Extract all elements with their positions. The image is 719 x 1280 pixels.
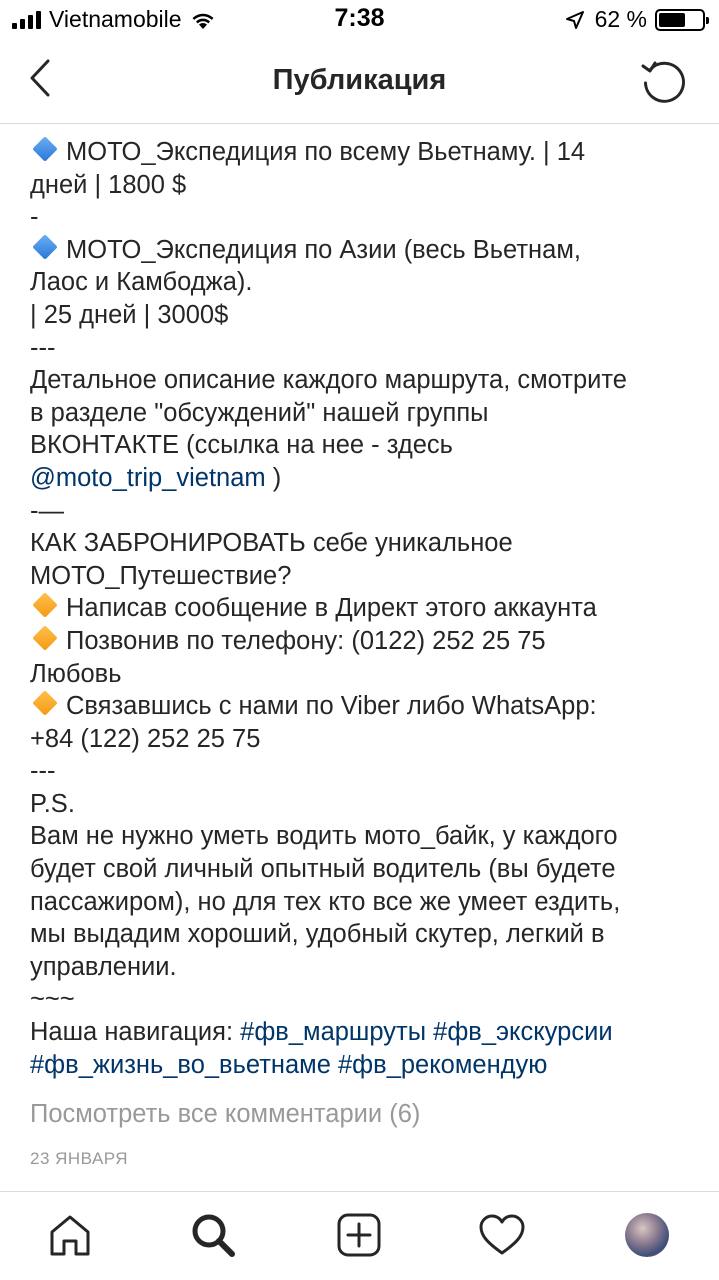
orange-diamond-icon	[32, 690, 57, 715]
caption-line: @moto_trip_vietnam )	[30, 463, 282, 492]
caption-line: ВКОНТАКТЕ (ссылка на нее - здесь	[30, 431, 453, 460]
status-right	[565, 6, 705, 33]
search-icon	[189, 1211, 237, 1259]
caption-line: мы выдадим хороший, удобный скутер, легкий в	[30, 920, 605, 949]
tab-search[interactable]	[188, 1210, 238, 1260]
blue-diamond-icon	[32, 234, 57, 259]
caption-line: ---	[30, 333, 56, 362]
post-caption	[30, 136, 705, 1081]
orange-diamond-icon	[32, 625, 57, 650]
tab-profile[interactable]	[622, 1210, 672, 1260]
tab-activity[interactable]	[477, 1210, 527, 1260]
view-all-comments-link[interactable]: Посмотреть все комментарии (6)	[30, 1100, 421, 1128]
post-date: 23 ЯНВАРЯ	[30, 1149, 129, 1168]
battery-icon	[655, 9, 705, 31]
caption-line: МОТО_Экспедиция по всему Вьетнаму. | 14	[30, 136, 705, 169]
caption-line: -	[30, 203, 39, 232]
caption-line: Написав сообщение в Директ этого аккаунта	[30, 592, 705, 625]
new-post-icon	[336, 1212, 382, 1258]
home-icon	[47, 1212, 93, 1258]
mention-link[interactable]: @moto_trip_vietnam	[30, 463, 266, 492]
battery-level	[659, 13, 685, 27]
blue-diamond-icon	[32, 136, 57, 161]
page-title: Публикация	[272, 64, 447, 96]
caption-line: Наша навигация: #фв_маршруты #фв_экскурсии	[30, 1018, 613, 1047]
caption-line: Позвонив по телефону: (0122) 252 25 75	[30, 625, 705, 658]
bottom-tab-bar	[0, 1191, 719, 1280]
activity-heart-icon	[478, 1213, 526, 1257]
caption-line: МОТО_Путешествие?	[30, 561, 292, 590]
caption-line: -—	[30, 496, 64, 525]
caption-line: Любовь	[30, 659, 122, 688]
refresh-button[interactable]	[637, 54, 691, 108]
orange-diamond-icon	[32, 593, 57, 618]
caption-line: МОТО_Экспедиция по Азии (весь Вьетнам,	[30, 234, 705, 267]
hashtag-link[interactable]: #фв_экскурсии	[433, 1018, 613, 1047]
battery-percent: 62 %	[594, 6, 647, 32]
hashtag-link[interactable]: #фв_жизнь_во_вьетнаме	[30, 1050, 331, 1079]
caption-line: пассажиром), но для тех кто все же умеет ездить,	[30, 887, 621, 916]
caption-line	[30, 1049, 705, 1082]
caption-line: дней | 1800 $	[30, 170, 187, 199]
caption-line: будет свой личный опытный водитель (вы будете	[30, 855, 616, 884]
tab-new-post[interactable]	[334, 1210, 384, 1260]
caption-line: Лаос и Камбоджа).	[30, 268, 253, 297]
caption-line: ---	[30, 757, 56, 786]
caption-line: КАК ЗАБРОНИРОВАТЬ себе уникальное	[30, 529, 513, 558]
navigation-header	[0, 40, 719, 124]
caption-line: Детальное описание каждого маршрута, смотрите	[30, 366, 627, 395]
caption-line: P.S.	[30, 789, 75, 818]
carrier-name: Vietnamobile	[49, 6, 182, 32]
location-arrow-icon	[565, 10, 585, 30]
caption-line: | 25 дней | 3000$	[30, 300, 229, 329]
caption-line: +84 (122) 252 25 75	[30, 724, 261, 753]
caption-line: Вам не нужно уметь водить мото_байк, у каждого	[30, 822, 618, 851]
hashtag-link[interactable]: #фв_маршруты	[240, 1018, 427, 1047]
status-time: 7:38	[334, 4, 385, 32]
status-bar	[0, 0, 719, 40]
caption-line: ~~~	[30, 985, 75, 1014]
refresh-icon	[639, 56, 689, 106]
caption-line: Связавшись с нами по Viber либо WhatsApp:	[30, 690, 705, 723]
profile-avatar	[625, 1213, 669, 1257]
caption-line: в разделе "обсуждений" нашей группы	[30, 398, 489, 427]
hashtag-link[interactable]: #фв_рекомендую	[337, 1050, 548, 1079]
caption-line: управлении.	[30, 952, 177, 981]
tab-home[interactable]	[45, 1210, 95, 1260]
